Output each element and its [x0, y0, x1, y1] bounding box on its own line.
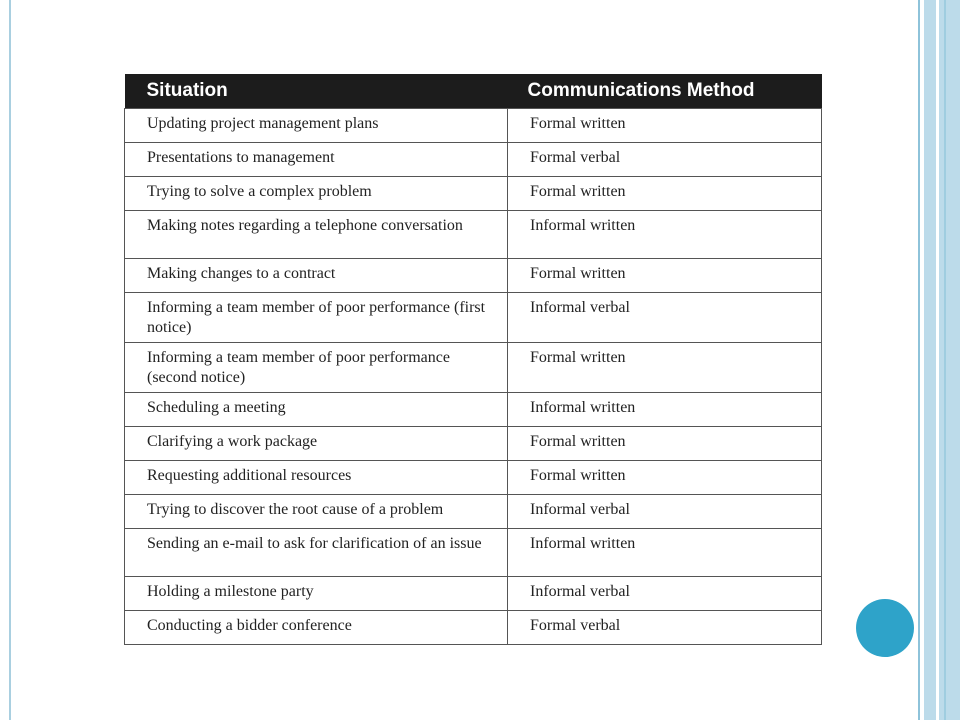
- table-row: [125, 529, 822, 577]
- situation-cell: Clarifying a work package: [125, 427, 508, 461]
- method-cell: Formal written: [508, 461, 822, 495]
- border-stripe: [944, 0, 946, 720]
- table-row: [125, 177, 822, 211]
- method-cell: Informal written: [508, 393, 822, 427]
- table-row: [125, 109, 822, 143]
- communications-method-table: [124, 74, 822, 645]
- method-cell: Informal verbal: [508, 495, 822, 529]
- method-cell: Formal written: [508, 427, 822, 461]
- table-row: [125, 143, 822, 177]
- method-cell: Formal written: [508, 177, 822, 211]
- situation-cell: Requesting additional resources: [125, 461, 508, 495]
- situation-cell: Making notes regarding a telephone conversation: [125, 211, 508, 259]
- situation-cell: Conducting a bidder conference: [125, 611, 508, 645]
- method-cell: Informal verbal: [508, 577, 822, 611]
- method-cell: Informal written: [508, 211, 822, 259]
- situation-cell: Informing a team member of poor performance (first notice): [125, 293, 508, 343]
- method-cell: Formal verbal: [508, 143, 822, 177]
- situation-cell: Sending an e-mail to ask for clarification of an issue: [125, 529, 508, 577]
- situation-cell: Making changes to a contract: [125, 259, 508, 293]
- slide-right-border: [918, 0, 960, 720]
- method-cell: Formal verbal: [508, 611, 822, 645]
- table-row: [125, 393, 822, 427]
- table-row: [125, 293, 822, 343]
- situation-cell: Trying to discover the root cause of a problem: [125, 495, 508, 529]
- method-cell: Informal written: [508, 529, 822, 577]
- situation-cell: Informing a team member of poor performance (second notice): [125, 343, 508, 393]
- method-cell: Formal written: [508, 259, 822, 293]
- table-header-row: [125, 74, 822, 109]
- situation-cell: Updating project management plans: [125, 109, 508, 143]
- table-row: [125, 577, 822, 611]
- table-row: [125, 259, 822, 293]
- situation-cell: Scheduling a meeting: [125, 393, 508, 427]
- slide-left-border: [0, 0, 11, 720]
- situation-cell: Holding a milestone party: [125, 577, 508, 611]
- header-situation: Situation: [125, 74, 508, 109]
- method-cell: Informal verbal: [508, 293, 822, 343]
- method-cell: Formal written: [508, 109, 822, 143]
- table-row: [125, 461, 822, 495]
- situation-cell: Trying to solve a complex problem: [125, 177, 508, 211]
- table-row: [125, 427, 822, 461]
- border-stripe: [918, 0, 924, 720]
- table-row: [125, 343, 822, 393]
- accent-circle-decoration: [856, 599, 914, 657]
- table-row: [125, 211, 822, 259]
- border-stripe: [936, 0, 939, 720]
- header-communications-method: Communications Method: [508, 74, 822, 109]
- table-row: [125, 611, 822, 645]
- situation-cell: Presentations to management: [125, 143, 508, 177]
- table-row: [125, 495, 822, 529]
- method-cell: Formal written: [508, 343, 822, 393]
